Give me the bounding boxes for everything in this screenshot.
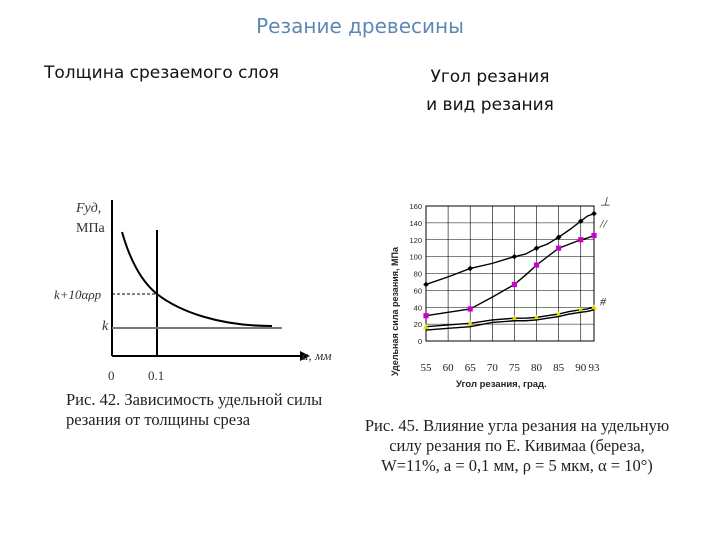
fig42-y-tick-upper: k+10αρp <box>54 287 102 302</box>
fig42-ylabel-line1: Fуд, <box>76 201 102 216</box>
right-heading-line2: и вид резания <box>426 95 554 115</box>
fig45-ylabel: Удельная сила резания, МПа <box>390 246 400 376</box>
fig45-point <box>512 282 517 287</box>
slide-title: Резание древесины <box>256 14 464 38</box>
left-heading: Толщина срезаемого слоя <box>44 63 279 83</box>
fig45-x-tick: 75 <box>508 362 520 374</box>
fig42-curve <box>122 232 272 326</box>
fig45-y-tick: 20 <box>413 320 422 330</box>
fig45-point <box>556 246 561 251</box>
fig42-xlabel: a, мм <box>302 348 332 363</box>
fig45-x-tick: 70 <box>486 362 498 374</box>
fig45-x-tick: 90 <box>575 362 587 374</box>
fig45-chart <box>386 194 636 400</box>
fig42-ylabel-line2: МПа <box>76 221 105 236</box>
fig42-x-tick-0: 0 <box>108 368 115 383</box>
fig45-legend-label: // <box>600 216 607 231</box>
fig42-chart <box>50 190 350 390</box>
fig45-y-tick: 140 <box>409 218 422 228</box>
fig45-caption: Рис. 45. Влияние угла резания на удельную силу резания по Е. Кивимаа (береза, W=11%, a = 0,1 мм, ρ = 5 мкм, α = 10°) <box>364 416 670 475</box>
right-heading-line1: Угол резания <box>430 67 550 87</box>
fig45-point <box>578 237 583 242</box>
fig42-caption: Рис. 42. Зависимость удельной силы резания от толщины среза <box>66 390 323 429</box>
fig45-x-tick: 60 <box>442 362 454 374</box>
fig45-x-tick: 85 <box>553 362 565 374</box>
fig42-x-tick-1: 0.1 <box>148 368 165 383</box>
fig45-y-tick: 80 <box>413 269 422 279</box>
fig45-x-tick: 55 <box>420 362 432 374</box>
fig45-point <box>534 262 539 267</box>
fig45-y-tick: 40 <box>413 303 422 313</box>
fig45-point <box>423 313 428 318</box>
fig45-y-tick: 160 <box>409 202 422 211</box>
fig45-legend-label: ⊥ <box>600 194 611 209</box>
fig45-y-tick: 100 <box>409 252 422 262</box>
fig45-y-tick: 60 <box>413 286 422 296</box>
fig45-xlabel: Угол резания, град. <box>456 379 547 390</box>
fig45-x-tick: 65 <box>464 362 476 374</box>
fig45-legend-label: # <box>600 294 606 309</box>
fig45-y-tick: 120 <box>409 235 422 245</box>
fig45-point <box>591 233 596 238</box>
fig45-x-tick: 93 <box>588 362 600 374</box>
fig42-y-tick-lower: k <box>102 319 109 334</box>
right-heading <box>400 63 580 119</box>
fig45-y-tick: 0 <box>417 337 422 346</box>
fig45-point <box>468 306 473 311</box>
fig45-x-tick: 80 <box>531 362 543 374</box>
